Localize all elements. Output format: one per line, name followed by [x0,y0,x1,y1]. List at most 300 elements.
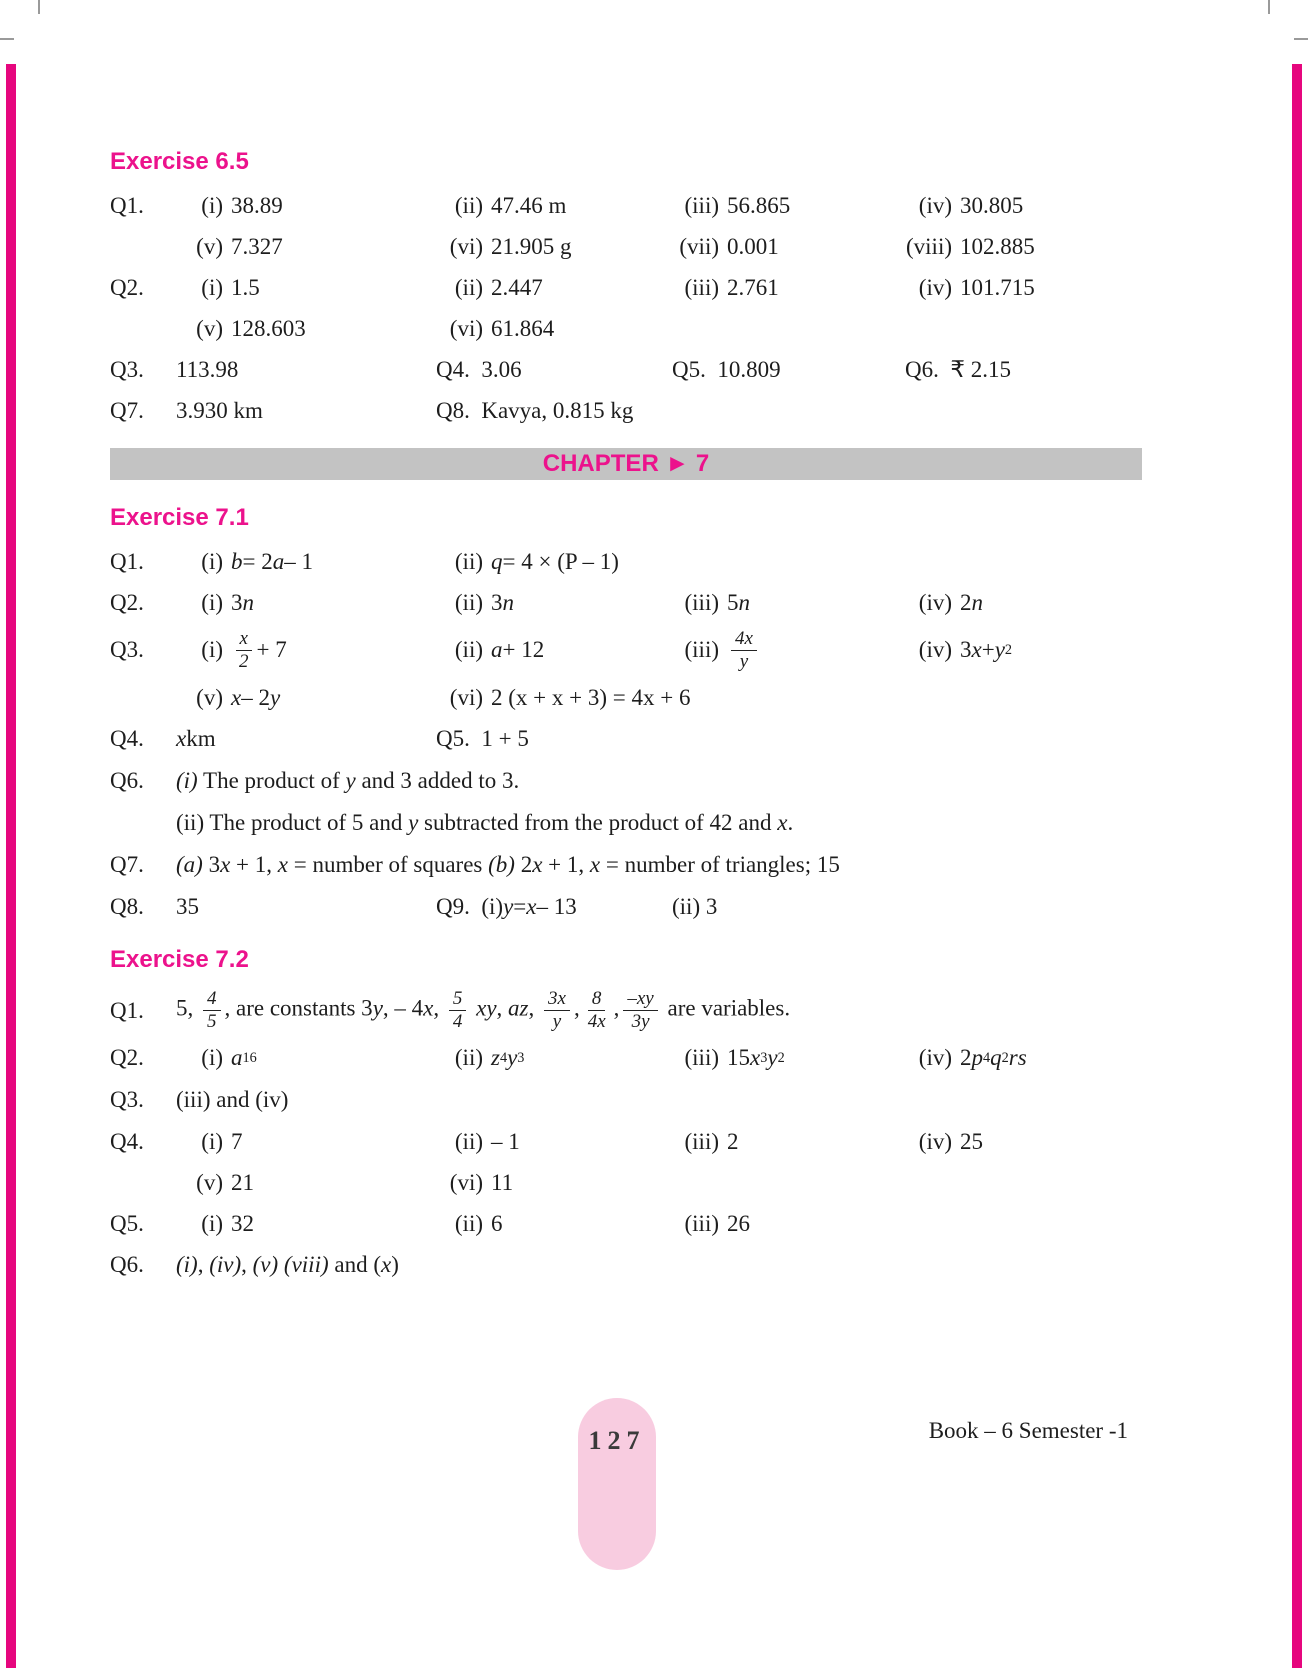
fraction [235,628,253,673]
question-label: Q4. [110,726,144,752]
item-numeral: (vi) [449,233,483,259]
text-run: Q5. 10.809 [672,356,781,382]
answer-cell [905,1129,1142,1155]
text-run: The product of [197,767,346,793]
math-italic: x [231,685,242,711]
question-label: Q3. [110,356,144,382]
text-run: 56.865 [727,192,791,218]
question-label: Q1. [110,192,144,218]
text-run: 7.327 [231,233,283,259]
answer-value [231,549,313,575]
text-run: Q9. (i) [436,893,504,919]
question-label: Q1. [110,548,144,574]
answer-value [491,549,619,575]
fraction-denominator: 4 [452,1011,463,1033]
answer-value [176,398,263,424]
answer-value [436,726,529,752]
question-label: Q7. [110,852,144,878]
math-italic: (viii) [283,1252,329,1278]
left-edge-bar [6,64,16,1668]
text-run: , – 4 [382,995,424,1021]
text-run: 35 [176,893,199,919]
answer-value [491,275,543,301]
answer-value [727,1211,750,1237]
text-run: , [573,995,580,1021]
math-italic: y [507,1045,518,1071]
text-run: = number of triangles; 15 [600,852,840,878]
answer-value [231,590,254,616]
text-run: 101.715 [960,274,1035,300]
answer-value [231,1129,243,1155]
item-numeral: (i) [201,192,223,218]
answer-value [231,316,306,342]
answer-cell [176,590,436,616]
text-run: + 12 [502,637,545,663]
answer-value [727,590,750,616]
text-run: – 13 [536,893,577,919]
answer-value [491,234,572,260]
exercise-title: Exercise 7.2 [110,946,249,974]
answer-cell [176,685,436,711]
answer-cell [905,357,1142,383]
exercise-title: Exercise 7.1 [110,504,249,531]
answer-cell [672,275,905,301]
math-italic: n [502,589,514,615]
fraction-numerator: 4x [731,628,757,651]
answer-value [231,193,283,219]
fraction [623,988,657,1033]
answer-value [436,357,522,383]
fraction-numerator: 3x [544,988,570,1011]
answer-value [231,234,283,260]
text-run: (ii) The product of 5 and [176,809,409,835]
answer-text [176,1249,1142,1281]
text-run: 128.603 [231,315,306,341]
answer-row [110,1249,1142,1281]
answer-cell [672,1045,905,1071]
answer-value [672,894,717,920]
math-italic: x [423,995,434,1021]
text-run: 3.930 km [176,397,263,423]
fraction-denominator: 2 [239,650,249,672]
text-run: 2 [727,1128,739,1154]
text-run: 3 [491,589,503,615]
answer-value [436,894,577,920]
item-numeral: (iii) [684,589,719,615]
math-italic: xy [476,995,497,1021]
text-run: 3 [231,589,243,615]
answer-row [110,988,1142,1033]
answer-row [110,1167,1142,1198]
crop-mark-top-right-vertical [1268,0,1270,14]
page-number: 127 [588,1426,646,1455]
answer-row [110,354,1142,385]
text-run: 38.89 [231,192,283,218]
math-italic: a [231,1045,243,1071]
answer-value [231,275,260,301]
text-run: Q8. Kavya, 0.815 kg [436,397,634,423]
fraction-denominator: 5 [207,1011,217,1033]
text-run: + 1, [230,852,278,878]
text-run: (ii) 3 [672,893,718,919]
text-run: 26 [727,1210,750,1236]
text-run: 5, [176,995,199,1021]
fraction-denominator: 3y [631,1011,650,1033]
item-numeral: (v) [196,233,223,259]
item-numeral: (ii) [454,1128,483,1154]
text-run: Q6. ₹ 2.15 [905,356,1011,382]
math-italic: (i) [176,767,198,793]
math-italic: q [491,548,503,574]
answer-value [960,234,1035,260]
fraction [584,988,610,1033]
answer-text [176,849,1142,881]
answer-value [727,628,761,673]
answer-row [110,683,1142,714]
answer-value [727,234,779,260]
math-italic: x [381,1252,392,1278]
answer-value [491,1211,503,1237]
exercise-title: Exercise 6.5 [110,148,249,175]
answer-value [727,1129,739,1155]
text-run: 102.885 [960,233,1035,259]
answer-value [436,398,633,424]
math-italic: x [176,726,187,752]
answer-cell [176,275,436,301]
math-italic: y [503,893,514,919]
answer-row [110,190,1142,221]
exercise-section [110,946,1142,1281]
item-numeral: (i) [201,1210,223,1236]
answer-cell [672,193,905,219]
answer-value [960,1129,983,1155]
answer-row [110,807,1142,839]
answer-cell [436,685,691,711]
math-italic: n [738,589,750,615]
answer-value [491,1129,520,1155]
text-run: , [496,995,509,1021]
item-numeral: (vii) [679,233,719,259]
fraction-numerator: x [236,628,252,651]
item-numeral: (vi) [449,315,483,341]
item-numeral: (iv) [918,589,952,615]
item-numeral: (iii) [684,274,719,300]
answer-row [110,587,1142,618]
answer-text [176,1084,1142,1116]
answer-value [176,894,199,920]
math-italic: x [220,852,231,878]
crop-mark-top-left-horizontal [0,38,14,40]
answer-value: 15 x 3 y 2 [727,1045,785,1071]
text-run: . [787,809,794,835]
item-numeral: (ii) [454,274,483,300]
answer-cell [436,275,672,301]
math-italic: (i) [176,1252,198,1278]
item-numeral: (i) [201,637,223,663]
item-numeral: (iii) [684,1128,719,1154]
answer-row [110,628,1142,673]
answer-value [231,685,280,711]
answer-cell [176,1211,436,1237]
answers-content [110,148,1142,1291]
item-numeral: (viii) [906,233,952,259]
math-italic: y [408,809,419,835]
math-italic: n [242,589,254,615]
answer-cell [672,234,905,260]
answer-text [176,988,1142,1033]
item-numeral: (i) [201,589,223,615]
math-italic: y [345,767,356,793]
item-numeral: (ii) [454,192,483,218]
question-label: Q3. [110,1087,144,1113]
answer-row [110,231,1142,262]
answer-cell [436,1045,672,1071]
answer-cell [672,628,905,673]
answer-value: 2 p 4 q 2 rs [960,1045,1027,1071]
math-italic: z [491,1045,500,1071]
text-run: – 1 [284,548,313,574]
text-run: 2 [960,1045,972,1071]
answer-value [231,628,287,673]
fraction [544,988,570,1033]
math-italic: rs [1008,1045,1027,1071]
text-run: 21.905 g [491,233,572,259]
answer-cell [436,357,672,383]
answer-cell [905,234,1142,260]
question-label: Q4. [110,1128,144,1154]
question-label: Q5. [110,1210,144,1236]
text-run: 2 [960,589,972,615]
fraction-numerator: –xy [623,988,657,1011]
item-numeral: (i) [201,1128,223,1154]
answer-value [491,637,544,663]
item-numeral: (v) [196,315,223,341]
text-run: 21 [231,1169,254,1195]
answer-value [491,1170,513,1196]
fraction-numerator: 4 [203,988,221,1011]
item-numeral: (iv) [918,637,952,663]
item-numeral: (iv) [918,1045,952,1071]
math-italic: n [971,589,983,615]
text-run: + 7 [256,637,287,663]
text-run: 11 [491,1169,514,1195]
fraction-numerator: 5 [449,988,467,1011]
text-run: , [613,995,620,1021]
answer-cell [176,193,436,219]
page-number-pill [578,1398,656,1570]
answer-cell [905,1045,1142,1071]
answer-cell [672,590,905,616]
answer-cell [176,1045,436,1071]
answer-text [176,807,1142,839]
text-run: = 4 × (P – 1) [502,548,619,574]
answer-value [231,1170,254,1196]
chapter-banner-text: CHAPTER ► 7 [542,450,710,477]
answer-value [491,193,566,219]
math-italic: x [750,1045,761,1071]
crop-mark-top-right-horizontal [1294,38,1308,40]
answer-value [960,275,1035,301]
answer-value [176,726,216,752]
text-run: Q4. 3.06 [436,356,522,382]
text-run: , [433,995,445,1021]
answer-cell [905,193,1142,219]
text-run: 61.864 [491,315,555,341]
answer-cell [176,398,436,424]
math-italic: y [269,685,281,711]
text-run: are variables. [661,995,791,1021]
text-run: 113.98 [176,356,239,382]
fraction [449,988,467,1033]
exercise-section [110,504,1142,922]
answer-cell [672,1129,905,1155]
math-italic: x [526,893,537,919]
math-italic: q [990,1045,1002,1071]
answer-cell [176,1170,436,1196]
text-run: 2.761 [727,274,779,300]
item-numeral: (i) [201,548,223,574]
answer-cell [436,637,672,663]
question-label: Q2. [110,589,144,615]
math-italic: x [971,637,982,663]
answer-value [491,316,554,342]
answer-value: z 4 y 3 [491,1045,525,1071]
text-run: = 2 [242,548,273,574]
text-run: km [186,726,216,752]
item-numeral: (vi) [449,1169,483,1195]
item-numeral: (iv) [918,192,952,218]
fraction-denominator: y [552,1011,562,1033]
answer-cell [905,275,1142,301]
fraction [731,628,757,673]
answer-value [672,357,781,383]
text-run: – 1 [491,1128,520,1154]
answer-row [110,765,1142,797]
answer-cell [176,357,436,383]
item-numeral: (iii) [684,1210,719,1236]
answer-row [110,395,1142,426]
math-italic: x [589,852,601,878]
math-italic: y [767,1045,778,1071]
text-run: 5 [727,589,739,615]
answer-cell [905,637,1142,663]
answer-cell [436,1170,672,1196]
answer-value [231,1211,254,1237]
item-numeral: (ii) [454,1210,483,1236]
text-run: 30.805 [960,192,1024,218]
text-run: 25 [960,1128,983,1154]
math-italic: (a) [176,852,203,878]
text-run: , [197,1252,210,1278]
answer-cell [436,549,672,575]
question-label: Q6. [110,767,144,793]
fraction-denominator: y [739,650,749,672]
question-label: Q2. [110,274,144,300]
answer-row [110,1084,1142,1116]
answer-value [960,590,983,616]
fraction-denominator: 4x [587,1011,606,1033]
text-run: 6 [491,1210,503,1236]
answer-cell [436,1129,672,1155]
chapter-banner [110,448,1142,480]
answer-cell [436,193,672,219]
text-run: 2.447 [491,274,543,300]
right-edge-bar [1292,64,1302,1668]
text-run: 3 [960,637,972,663]
answer-cell [436,316,672,342]
question-label: Q3. [110,637,144,663]
answer-cell [672,894,905,920]
math-italic: (b) [488,852,515,878]
answer-value [905,357,1011,383]
item-numeral: (iv) [918,1128,952,1154]
text-run: + 1, [542,852,590,878]
math-italic: y [372,995,383,1021]
math-italic: y [994,637,1005,663]
math-italic: (v) [252,1252,279,1278]
answer-cell [436,398,672,424]
math-italic: az [508,995,529,1021]
question-label: Q7. [110,397,144,423]
text-run: 7 [231,1128,243,1154]
math-italic: a [491,637,503,663]
text-run: 15 [727,1045,750,1071]
answer-cell [176,726,436,752]
item-numeral: (v) [196,685,223,711]
answer-row [110,724,1142,755]
answer-cell [176,1129,436,1155]
item-numeral: (iii) [684,637,719,663]
math-italic: x [532,852,543,878]
item-numeral: (iv) [918,274,952,300]
exercise-section [110,148,1142,426]
text-run: Q5. 1 + 5 [436,726,529,752]
item-numeral: (ii) [454,589,483,615]
answer-cell [436,590,672,616]
text-run: 3 [202,852,221,878]
item-numeral: (vi) [449,685,483,711]
answer-row [110,1208,1142,1239]
text-run: = [513,893,527,919]
answer-row [110,546,1142,577]
text-run: = number of squares [288,852,489,878]
text-run: subtracted from the product of 42 and [418,809,778,835]
answer-value [727,193,790,219]
answer-text [176,765,1142,797]
item-numeral: (ii) [454,1045,483,1071]
answer-cell [672,1211,905,1237]
answer-cell [436,894,672,920]
answer-cell [176,628,436,673]
fraction [203,988,221,1033]
text-run: , are constants 3 [224,995,373,1021]
math-italic: x [777,809,788,835]
answer-value [727,275,779,301]
text-run: 1.5 [231,274,260,300]
text-run: , [241,1252,253,1278]
text-run: 0.001 [727,233,779,259]
answer-row [110,891,1142,922]
text-run: 2 (x + x + 3) = 4x + 6 [491,685,691,711]
answer-value [176,357,238,383]
item-numeral: (i) [201,274,223,300]
answer-cell [176,549,436,575]
item-numeral: (iii) [684,192,719,218]
answer-value [960,193,1023,219]
answer-row [110,1126,1142,1157]
answer-row [110,313,1142,344]
math-italic: b [231,548,243,574]
